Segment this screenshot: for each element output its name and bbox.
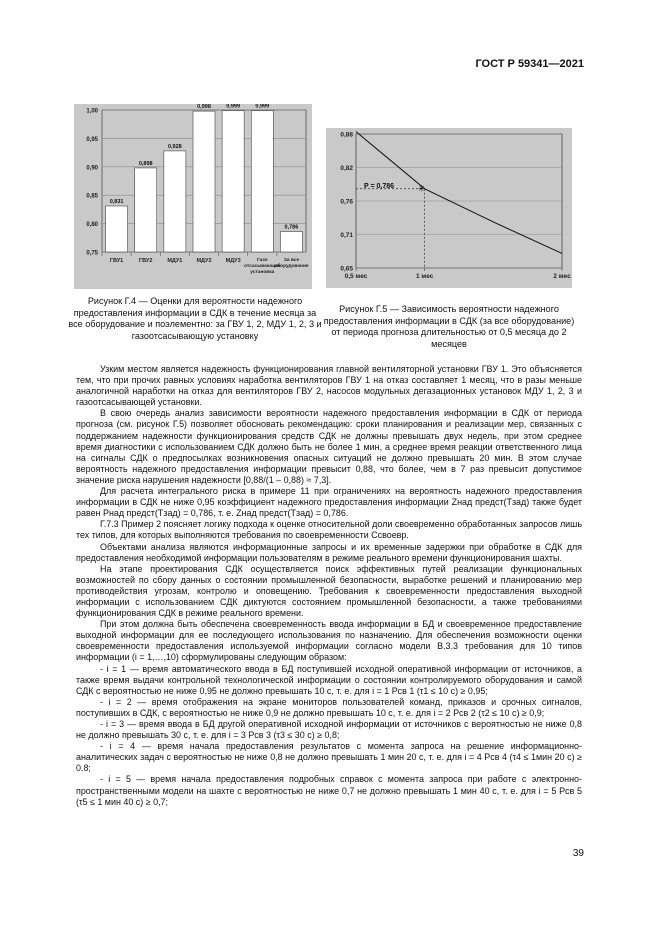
paragraph: Узким местом является надежность функционирования главной вентиляторной установки ГВУ 1. Это объясняется тем, что при прочих равных условиях наработка вентиляторов ГВУ 1 на отказ составляет 1 месяц, что в разы меньше аналогичной наработки на отказ для вентиляторов ГВУ 2, насосов модульных дегазационных установок МДУ 1, 2, 3 и газоотсасывающей установки. xyxy=(76,364,582,408)
bar xyxy=(106,206,128,252)
x-tick-label: 1 мес xyxy=(415,273,434,280)
bar-value-label: 0,928 xyxy=(167,143,182,150)
y-tick-label: 0,82 xyxy=(340,165,353,172)
x-tick-label: 2 мес xyxy=(553,273,571,280)
bar-value-label: 0,786 xyxy=(284,224,299,231)
list-item: - i = 3 — время ввода в БД другой оперативной исходной информации от источников с вероятностью не ниже 0,8 не должно превышать 30 с, т. е. для i = 3 Pсв 3 (τ3 ≤ 30 с) ≥ 0,8; xyxy=(76,719,582,741)
y-tick-label: 0,88 xyxy=(340,131,353,139)
list-item: - i = 1 — время автоматического ввода в БД поступившей исходной оперативной информации от источников, а также время выдачи контрольной технологической информации о состоянии контролируемого оборудования и самой СДК с вероятностью не ниже 0,95 не должно превышать 10 с, т. е. для i = 1 Pсв 1 (τ1 ≤ 10 с) ≥ 0,95; xyxy=(76,663,582,696)
bar-value-label: 0,998 xyxy=(197,104,211,111)
bar-value-label: 0,999 xyxy=(226,104,241,110)
document-header: ГОСТ Р 59341—2021 xyxy=(475,58,584,70)
bar xyxy=(251,111,273,252)
page-number: 39 xyxy=(572,848,584,859)
x-tick-label: За все оборудование xyxy=(274,258,309,269)
y-tick-label: 0,80 xyxy=(86,222,98,229)
figure-5-caption: Рисунок Г.5 — Зависимость вероятности надежного предоставления информации в СДК (за все оборудование) от периода прогноза длительностью от 0,5 месяца до 2 месяцев xyxy=(323,304,575,349)
body-text xyxy=(76,364,582,808)
paragraph: Г.7.3 Пример 2 поясняет логику подхода к оценке относительной доли своевременно обработанных запросов лишь тех типов, для которых выполняются требования по своевременности Cсвоевр. xyxy=(76,519,582,541)
marker-point: ✳ xyxy=(417,184,426,195)
paragraph: На этапе проектирования СДК осуществляется поиск эффективных путей реализации функциональных возможностей по сбору данных о состоянии промышленной безопасности, выработке решений и планированию мер противодействия угрозам, контролю и оповещению. Требования к своевременности предоставления выходной информации с использованием СДК диктуются состоянием промышленной безопасности, а также требованиями функционирования СДК в режиме реального времени. xyxy=(76,563,582,619)
list-item: - i = 4 — время начала предоставления результатов с момента запроса на решение информационно-аналитических задач с вероятностью не ниже 0,8 не должно превышать 1 мин 20 с, т. е. для i = 4 Pсв 4 (τ4 ≤ 1мин 20 с) ≥ 0.8; xyxy=(76,741,582,774)
y-tick-label: 0,71 xyxy=(340,232,353,239)
line-chart-svg xyxy=(326,128,572,288)
bar xyxy=(193,111,215,252)
x-tick-label: МДУ3 xyxy=(225,258,241,264)
figure-5-line-chart xyxy=(326,128,572,288)
y-tick-label: 0,75 xyxy=(86,250,98,257)
x-tick-label: ГВУ2 xyxy=(139,258,153,264)
y-tick-label: 1,00 xyxy=(86,108,98,115)
y-tick-label: 0,85 xyxy=(86,193,98,200)
figure-4-bar-chart xyxy=(74,104,312,289)
x-tick-label: МДУ2 xyxy=(196,258,212,264)
bar xyxy=(222,111,244,252)
bar-value-label: 0,831 xyxy=(109,198,124,205)
paragraph: Объектами анализа являются информационные запросы и их временные задержки при обработке в СДК для предоставления необходимой информации пользователям в режиме реального времени функционирования шахты. xyxy=(76,541,582,563)
x-tick-label: ГВУ1 xyxy=(109,258,124,264)
bar xyxy=(164,151,186,252)
x-tick-label: МДУ1 xyxy=(167,258,183,264)
y-tick-label: 0,65 xyxy=(340,265,353,273)
x-tick-label: Газо отсасывающая установка xyxy=(244,258,281,275)
y-tick-label: 0,76 xyxy=(340,198,353,206)
list-item: - i = 2 — время отображения на экране мониторов пользователей команд, приказов и срочных сигналов, поступивших в СДК, с вероятностью не ниже 0,9 не должно превышать 10 с, т. е. для i = 2 Pсв 2 (τ2 ≤ 10 с) ≥ 0,9; xyxy=(76,696,582,718)
bar xyxy=(280,232,302,252)
bar-value-label: 0,999 xyxy=(255,104,270,110)
paragraph: В свою очередь анализ зависимости вероятности надежного предоставления информации в СДК от периода прогноза (см. рисунок Г.5) позволяет обосновать рекомендацию: сроки планирования и реализации мер, связанных с поддержанием надежности функционирования средств СДК не должны превышать двух недель, при этом среднее время диагностики с использованием СДК должно быть не более 1 мин, а среднее время реакции ответственного лица на сигналы СДК о предпосылках возникновения опасных ситуаций не должно превышать 20 мин. В этом случае вероятность надежного предоставления информации превысит 0,88, что более, чем в 7 раз превысит допустимое значение риска нарушения надежности [0,88/(1 – 0,88) ≈ 7,3]. xyxy=(76,408,582,485)
annotation-label: P = 0,786 xyxy=(364,182,395,190)
figure-4-caption: Рисунок Г.4 — Оценки для вероятности надежного предоставления информации в СДК в течение месяца за все оборудование и поэлементно: за ГВУ 1, 2, МДУ 1, 2, 3 и газоотсасывающую установку xyxy=(68,296,322,341)
bar xyxy=(135,168,157,252)
y-tick-label: 0,95 xyxy=(86,136,98,143)
y-tick-label: 0,90 xyxy=(86,165,98,172)
bar-chart-svg xyxy=(74,104,312,289)
paragraph: Для расчета интегрального риска в примере 11 при ограничениях на вероятность надежного предоставления информации в СДК не ниже 0,95 коэффициент надежного предоставления информации Zнад предст(Tзад) также будет равен Pнад предст(Tзад) = 0,786, т. е. Zнад предст(Tзад) = 0,786. xyxy=(76,486,582,519)
paragraph: При этом должна быть обеспечена своевременность ввода информации в БД и своевременное предоставление выходной информации для ее последующего использования по назначению. Для обеспечения возможности оценки своевременности предоставления используемой информации согласно модели В.3.3 требования для 10 типов информации (i = 1,…,10) сформулированы следующим образом: xyxy=(76,619,582,663)
series-line xyxy=(356,132,562,254)
bar-value-label: 0,898 xyxy=(138,160,153,167)
x-tick-label: 0,5 мес xyxy=(344,273,368,280)
list-item: - i = 5 — время начала предоставления подробных справок с момента запроса при работе с электронно-пространственными модели на шахте с вероятностью не ниже 0,7 не должно превышать 1 мин 40 с, т. е. для i = 5 Pсв 5 (τ5 ≤ 1 мин 40 с) ≥ 0,7; xyxy=(76,774,582,807)
